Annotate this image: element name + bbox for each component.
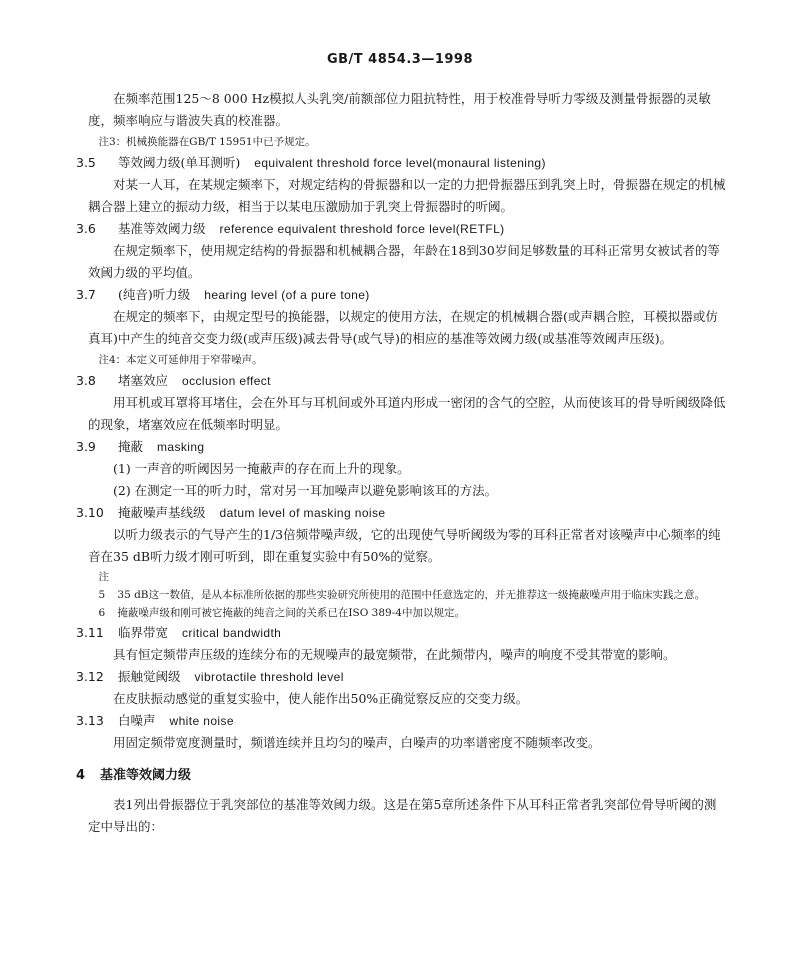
term-heading-3-11: [76, 622, 728, 644]
term-definition-3-10: 以听力级表示的气导产生的1/3倍频带噪声级，它的出现使气导听阈级为零的耳科正常者对该噪声中心频率的纯音在35 dB听力级才刚可听到，即在重复实验中有50%的觉察。: [88, 527, 721, 564]
term-definition-3-11: 具有恒定频带声压级的连续分布的无规噪声的最宽频带，在此频带内，噪声的响度不受其带宽的影响。: [113, 647, 676, 662]
note-number: 5: [98, 589, 106, 601]
term-chinese: 基准等效阈力级: [118, 221, 206, 236]
masking-definition-1: (1) 一声音的听阈因另一掩蔽声的存在而上升的现象。: [113, 461, 410, 476]
term-chinese: 等效阈力级(单耳测听): [118, 155, 241, 170]
term-english: equivalent threshold force level(monaural listening): [254, 156, 546, 170]
document-body: [76, 88, 728, 838]
note-4: 注4：本定义可延伸用于窄带噪声。: [98, 354, 263, 366]
term-heading-3-12: [76, 666, 728, 688]
term-heading-3-6: [76, 218, 728, 240]
term-english: hearing level (of a pure tone): [204, 288, 370, 302]
term-number: 3.10: [76, 505, 104, 520]
standard-number-header: GB/T 4854.3—1998: [326, 52, 474, 67]
note-3: 注3：机械换能器在GB/T 15951中已予规定。: [98, 136, 316, 148]
section-number: 4: [76, 768, 86, 783]
term-chinese: 白噪声: [118, 713, 156, 728]
term-number: 3.12: [76, 669, 104, 684]
term-english: occlusion effect: [182, 374, 271, 388]
term-number: 3.6: [76, 221, 96, 236]
term-heading-3-10: [76, 502, 728, 524]
notes-label: 注: [98, 571, 109, 583]
term-english: critical bandwidth: [182, 626, 282, 640]
term-chinese: 临界带宽: [118, 625, 169, 640]
term-english: datum level of masking noise: [219, 506, 386, 520]
term-definition-3-8: 用耳机或耳罩将耳堵住，会在外耳与耳机间或外耳道内形成一密闭的含气的空腔，从而使该耳的骨导听阈级降低的现象，堵塞效应在低频率时明显。: [88, 395, 726, 432]
note-6: [88, 604, 728, 622]
term-english: masking: [157, 440, 205, 454]
term-english: reference equivalent threshold force level(RETFL): [219, 222, 505, 236]
note-number: 6: [98, 607, 106, 619]
term-definition-3-13: 用固定频带宽度测量时，频谱连续并且均匀的噪声，白噪声的功率谱密度不随频率改变。: [113, 735, 601, 750]
term-number: 3.13: [76, 713, 104, 728]
term-number: 3.7: [76, 287, 96, 302]
term-definition-3-5: 对某一人耳，在某规定频率下，对规定结构的骨振器和以一定的力把骨振器压到乳突上时，骨振器在规定的机械耦合器上建立的振动力级，相当于以某电压激励加于乳突上骨振器时的听阈。: [88, 177, 726, 214]
note-5: [88, 586, 728, 604]
section-heading-4: [76, 764, 728, 788]
term-number: 3.8: [76, 373, 96, 388]
term-definition-3-12: 在皮肤振动感觉的重复实验中，使人能作出50%正确觉察反应的交变力级。: [113, 691, 529, 706]
term-heading-3-13: [76, 710, 728, 732]
term-definition-3-6: 在规定频率下，使用规定结构的骨振器和机械耦合器，年龄在18到30岁间足够数量的耳科正常男女被试者的等效阈力级的平均值。: [88, 243, 720, 280]
term-chinese: 振触觉阈级: [118, 669, 181, 684]
term-english: vibrotactile threshold level: [194, 670, 344, 684]
term-heading-3-8: [76, 370, 728, 392]
term-chinese: (纯音)听力级: [118, 287, 191, 302]
term-definition-3-7: 在规定的频率下，由规定型号的换能器，以规定的使用方法，在规定的机械耦合器(或声耦合腔，耳模拟器或仿真耳)中产生的纯音交变力级(或声压级)减去骨导(或气导)的相应的基准等效阈力级(或基准等效阈声压级)。: [88, 309, 718, 346]
term-english: white noise: [169, 714, 234, 728]
intro-paragraph: 在频率范围125～8 000 Hz模拟人头乳突/前额部位力阻抗特性，用于校准骨导听力零级及测量骨振器的灵敏度，频率响应与谐波失真的校准器。: [88, 91, 711, 128]
term-number: 3.11: [76, 625, 104, 640]
term-heading-3-5: [76, 152, 728, 174]
note-text: 35 dB这一数值，是从本标准所依据的那些实验研究所使用的范围中任意选定的，并无推荐这一级掩蔽噪声用于临床实践之意。: [117, 589, 706, 601]
term-chinese: 掩蔽噪声基线级: [118, 505, 206, 520]
section-title: 基准等效阈力级: [100, 768, 192, 783]
section-4-paragraph: 表1列出骨振器位于乳突部位的基准等效阈力级。这是在第5章所述条件下从耳科正常者乳突部位骨导听阈的测定中导出的：: [88, 797, 717, 834]
term-heading-3-9: [76, 436, 728, 458]
term-chinese: 掩蔽: [118, 439, 144, 454]
masking-definition-2: (2) 在测定一耳的听力时，常对另一耳加噪声以避免影响该耳的方法。: [113, 483, 498, 498]
note-text: 掩蔽噪声级和刚可被它掩蔽的纯音之间的关系已在ISO 389-4中加以规定。: [117, 607, 465, 619]
term-number: 3.5: [76, 155, 96, 170]
term-heading-3-7: [76, 284, 728, 306]
term-number: 3.9: [76, 439, 96, 454]
term-chinese: 堵塞效应: [118, 373, 169, 388]
